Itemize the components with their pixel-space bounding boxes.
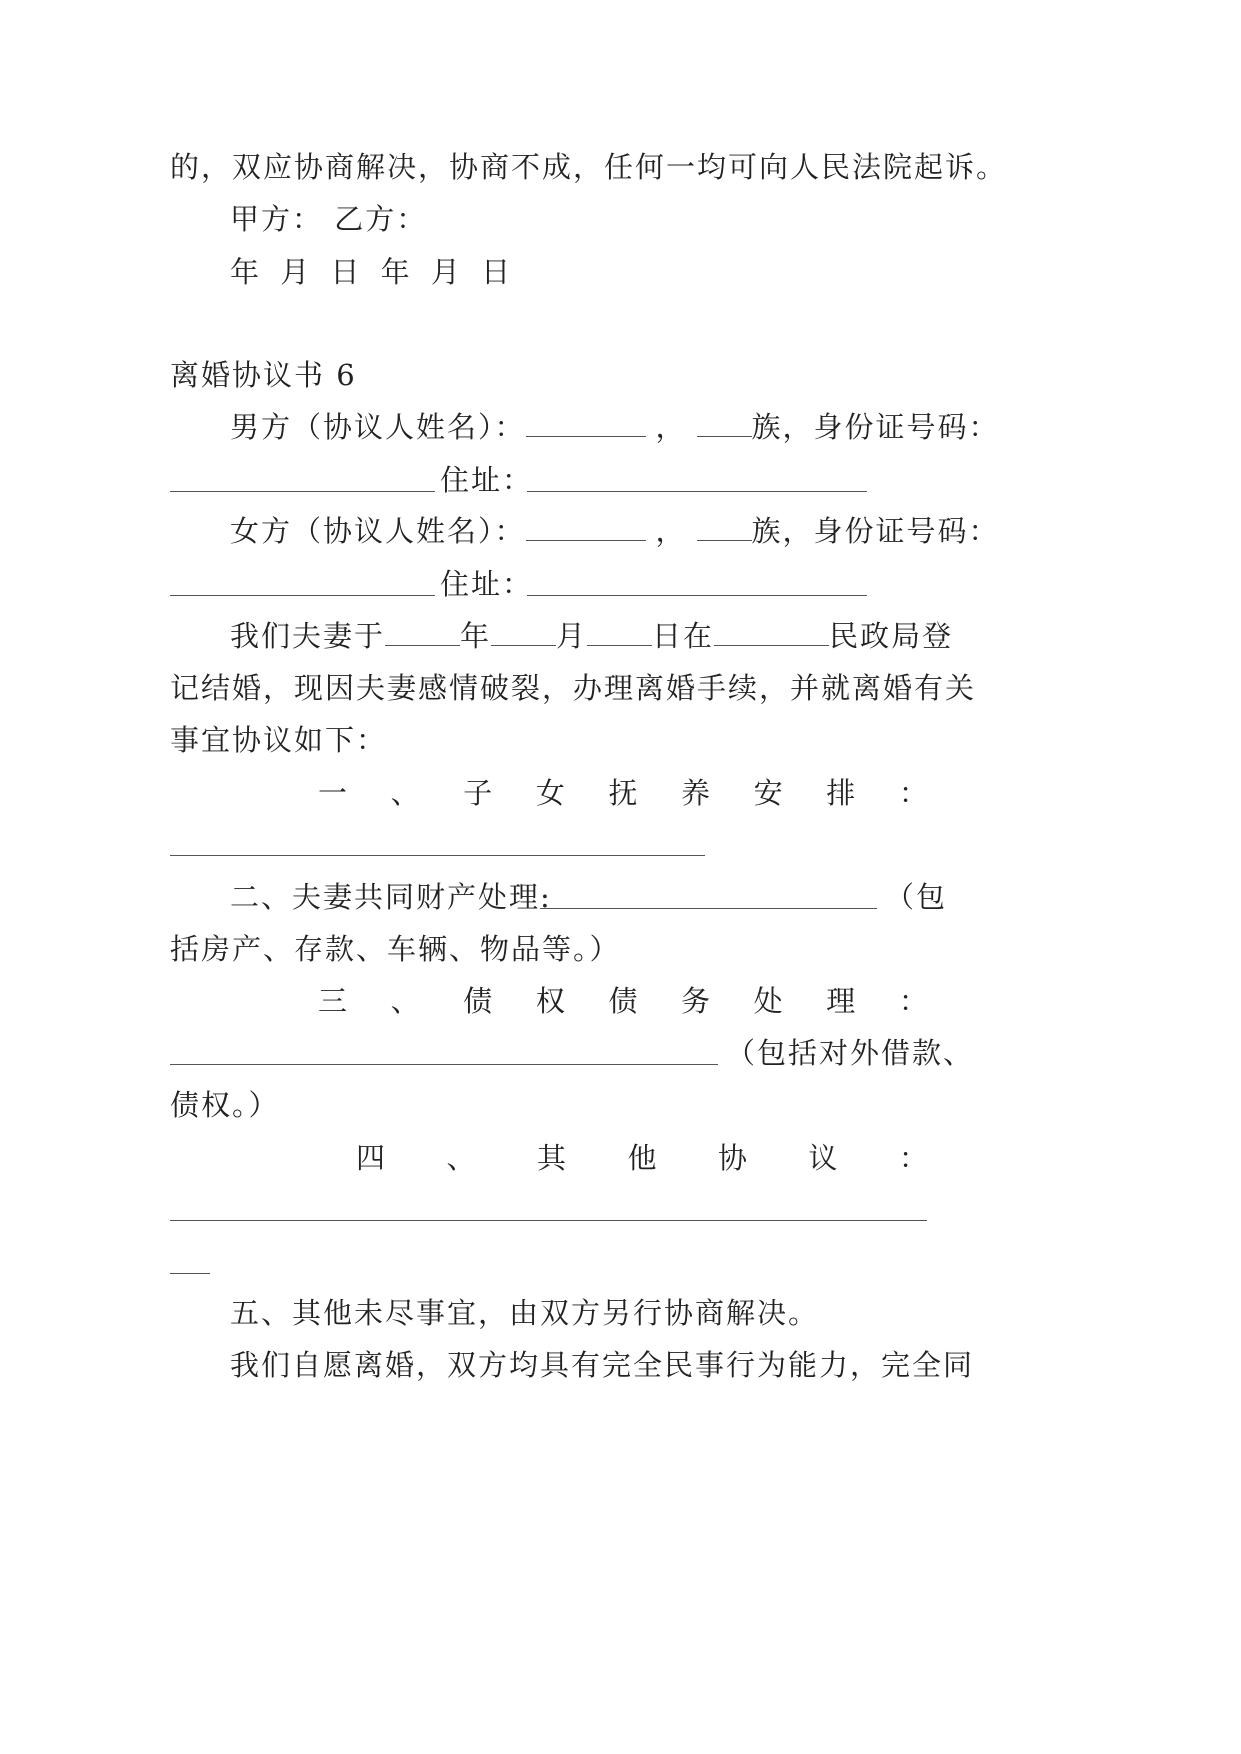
female-name-label: 女方（协议人姓名）：: [230, 514, 526, 548]
female-id-blank: [170, 595, 435, 596]
heading-char: 排: [826, 776, 856, 810]
section-5-line: 五、其他未尽事宜，由双方另行协商解决。: [230, 1296, 820, 1330]
female-name-blank: [526, 516, 646, 541]
heading-char: 一: [318, 776, 348, 810]
male-name-label: 男方（协议人姓名）：: [230, 410, 526, 444]
child-custody-blank: [170, 855, 705, 856]
male-party-line: [230, 407, 1000, 447]
heading-char: 安: [753, 776, 783, 810]
voluntary-divorce-line: 我们自愿离婚，双方均具有完全民事行为能力，完全同: [230, 1348, 975, 1382]
marriage-year-label: 年: [460, 619, 492, 653]
other-agreement-blank: [170, 1220, 927, 1221]
heading-char: ：: [898, 984, 928, 1018]
male-ethnicity-blank: [697, 412, 752, 437]
marriage-intro: 我们夫妻于: [230, 619, 386, 653]
property-label: 二、夫妻共同财产处理:: [230, 880, 552, 914]
heading-char: ：: [898, 1141, 928, 1175]
heading-char: 债: [463, 984, 493, 1018]
heading-char: 协: [717, 1141, 747, 1175]
heading-char: 他: [627, 1141, 657, 1175]
registry-blank: [714, 621, 829, 646]
divorce-reason-line: 记结婚，现因夫妻感情破裂，办理离婚手续，并就离婚有关: [170, 671, 977, 705]
date-line: 年 月 日 年 月 日: [230, 255, 517, 289]
debt-note-end: 债权。）: [170, 1088, 280, 1122]
property-note-end: 括房产、存款、车辆、物品等。）: [170, 932, 621, 966]
heading-char: 、: [390, 776, 420, 810]
heading-char: 务: [681, 984, 711, 1018]
heading-char: 抚: [608, 776, 638, 810]
male-name-blank: [526, 412, 646, 437]
male-address-label: 住址：: [440, 463, 534, 497]
heading-char: 三: [318, 984, 348, 1018]
female-ethnicity-blank: [697, 516, 752, 541]
agreement-intro-line: 事宜协议如下：: [170, 723, 388, 757]
heading-char: 处: [753, 984, 783, 1018]
female-id-label: 族，身份证号码：: [751, 514, 1000, 548]
marriage-day-blank: [587, 621, 652, 646]
male-id-label: 族，身份证号码：: [751, 410, 1000, 444]
signature-line: 甲方： 乙方：: [230, 202, 428, 236]
male-id-blank: [170, 491, 435, 492]
agreement-title: 离婚协议书 6: [170, 358, 357, 392]
female-comma: ，: [655, 514, 687, 548]
debt-blank: [170, 1064, 718, 1065]
marriage-month-label: 月: [556, 619, 588, 653]
property-blank: [540, 908, 877, 909]
debt-note-start: （包括对外借款、: [726, 1036, 975, 1070]
marriage-day-label: 日在: [652, 619, 715, 653]
property-note-start: （包: [885, 880, 948, 914]
heading-char: 子: [463, 776, 493, 810]
other-agreement-blank-continued: [170, 1273, 210, 1274]
section-1-heading: [318, 773, 928, 813]
heading-char: 养: [681, 776, 711, 810]
heading-char: 女: [535, 776, 565, 810]
heading-char: ：: [898, 776, 928, 810]
registry-label: 民政局登: [829, 619, 954, 653]
heading-char: 四: [356, 1141, 386, 1175]
section-4-heading: [356, 1138, 928, 1178]
female-address-blank: [527, 595, 867, 596]
male-comma: ，: [655, 410, 687, 444]
heading-char: 、: [390, 984, 420, 1018]
female-address-label: 住址：: [440, 567, 534, 601]
closing-clause-line: 的，双应协商解决，协商不成，任何一均可向人民法院起诉。: [170, 150, 1008, 184]
marriage-year-blank: [385, 621, 460, 646]
male-address-blank: [527, 491, 867, 492]
section-3-heading: [318, 981, 928, 1021]
heading-char: 议: [808, 1141, 838, 1175]
heading-char: 债: [608, 984, 638, 1018]
marriage-month-blank: [491, 621, 556, 646]
heading-char: 其: [536, 1141, 566, 1175]
female-party-line: [230, 511, 1000, 551]
marriage-date-line: [230, 616, 953, 656]
heading-char: 理: [826, 984, 856, 1018]
heading-char: 、: [446, 1141, 476, 1175]
heading-char: 权: [535, 984, 565, 1018]
